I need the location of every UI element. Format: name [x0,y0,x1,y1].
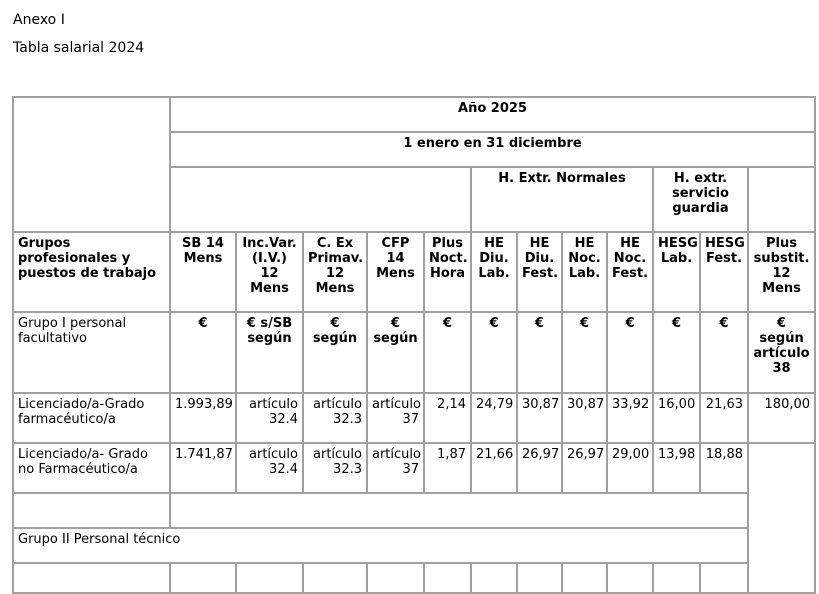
value-cell: artículo 32.4 [236,443,303,493]
table-row [13,443,815,493]
value-cell: artículo 37 [367,443,424,493]
col-header: SB 14 Mens [170,232,236,312]
group1-label: Grupo I personal facultativo [13,312,170,393]
header-empty-cell [748,167,815,232]
unit-cell: € según [367,312,424,393]
empty-cell [517,563,562,593]
col-header: HE Noc. Fest. [607,232,653,312]
empty-cell [748,443,815,593]
value-cell: artículo 32.4 [236,393,303,443]
value-cell: 13,98 [653,443,700,493]
col-header: Plus Noct. Hora [424,232,471,312]
unit-cell: € [424,312,471,393]
empty-cell [471,563,517,593]
value-cell: 30,87 [562,393,607,443]
row-label: Licenciado/a- Grado no Farmacéutico/a [13,443,170,493]
empty-cell [236,563,303,593]
col-header: HESG Fest. [700,232,748,312]
table-row [13,563,815,593]
empty-cell [562,563,607,593]
unit-cell: € [471,312,517,393]
empty-cell [607,563,653,593]
col-header: Inc.Var. (I.V.) 12 Mens [236,232,303,312]
header-empty-cell [170,167,471,232]
table-row [13,393,815,443]
value-cell: 21,66 [471,443,517,493]
value-cell: 1.741,87 [170,443,236,493]
unit-cell: € [653,312,700,393]
header-groups: Grupos profesionales y puestos de trabajo [13,232,170,312]
col-header: Plus substit. 12 Mens [748,232,815,312]
empty-cell [700,563,748,593]
value-cell: artículo 37 [367,393,424,443]
header-he-normales: H. Extr. Normales [471,167,653,232]
header-period: 1 enero en 31 diciembre [170,132,815,167]
empty-row [13,493,815,528]
group2-row [13,528,815,563]
value-cell: 2,14 [424,393,471,443]
value-cell: 180,00 [748,393,815,443]
table-title: Tabla salarial 2024 [13,40,145,56]
header-corner-cell [13,97,170,232]
value-cell: 29,00 [607,443,653,493]
group2-label: Grupo II Personal técnico [13,528,748,563]
value-cell: 33,92 [607,393,653,443]
empty-cell [424,563,471,593]
value-cell: 26,97 [562,443,607,493]
header-row-columns [13,232,815,312]
empty-cell [13,563,170,593]
value-cell: 24,79 [471,393,517,443]
value-cell: 26,97 [517,443,562,493]
group1-row [13,312,815,393]
unit-cell: € según [303,312,367,393]
unit-cell: € s/SB según [236,312,303,393]
col-header: CFP 14 Mens [367,232,424,312]
empty-cell [367,563,424,593]
empty-cell [653,563,700,593]
col-header: C. Ex Primav. 12 Mens [303,232,367,312]
empty-cell [13,493,170,528]
value-cell: 21,63 [700,393,748,443]
empty-cell [303,563,367,593]
empty-cell [170,493,748,528]
value-cell: 16,00 [653,393,700,443]
header-year: Año 2025 [170,97,815,132]
value-cell: artículo 32.3 [303,393,367,443]
unit-cell: € según artículo 38 [748,312,815,393]
salary-table [12,96,816,594]
unit-cell: € [517,312,562,393]
value-cell: 1,87 [424,443,471,493]
unit-cell: € [170,312,236,393]
value-cell: 18,88 [700,443,748,493]
value-cell: artículo 32.3 [303,443,367,493]
unit-cell: € [607,312,653,393]
col-header: HESG Lab. [653,232,700,312]
col-header: HE Diu. Lab. [471,232,517,312]
header-he-guardia: H. extr. servicio guardia [653,167,748,232]
row-label: Licenciado/a-Grado farmacéutico/a [13,393,170,443]
unit-cell: € [562,312,607,393]
col-header: HE Noc. Lab. [562,232,607,312]
unit-cell: € [700,312,748,393]
empty-cell [170,563,236,593]
annex-title: Anexo I [13,12,65,28]
value-cell: 30,87 [517,393,562,443]
value-cell: 1.993,89 [170,393,236,443]
header-row-year [13,97,815,132]
col-header: HE Diu. Fest. [517,232,562,312]
